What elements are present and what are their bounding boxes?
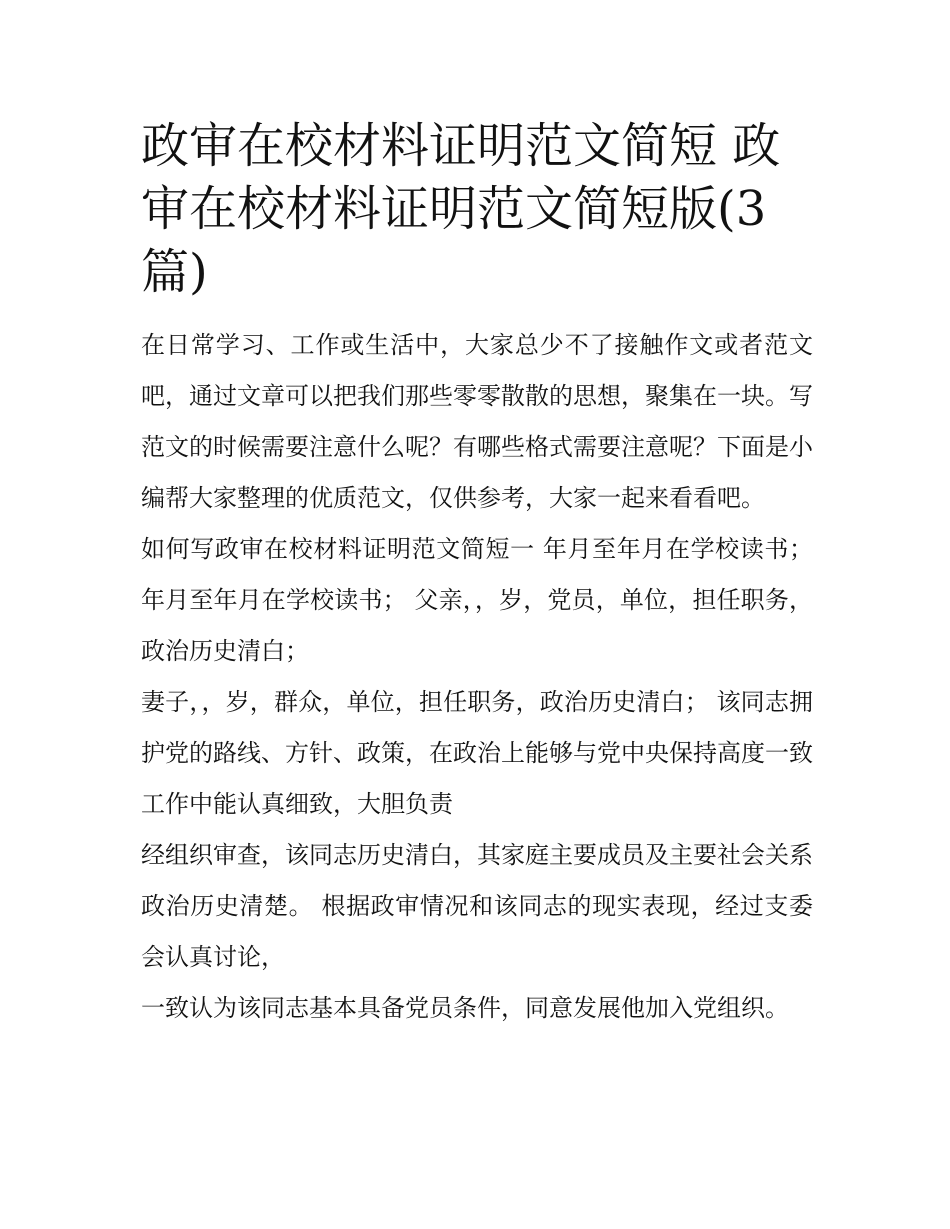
body-paragraph: 一致认为该同志基本具备党员条件，同意发展他加入党组织。 [141,994,789,1022]
document-page [141,115,813,1034]
document-title: 政审在校材料证明范文简短 政审在校材料证明范文简短版(3篇) [141,118,781,300]
body-paragraph: 经组织审查，该同志历史清白，其家庭主要成员及主要社会关系政治历史清楚。 根据政审情况和该同志的现实表现，经过支委会认真讨论， [141,841,813,971]
body-paragraph: 如何写政审在校材料证明范文简短一 年月至年月在学校读书； 年月至年月在学校读书； 父亲，，岁，党员，单位，担任职务，政治历史清白； [141,535,813,665]
body-paragraph: 妻子，，岁，群众，单位，担任职务，政治历史清白； 该同志拥护党的路线、方针、政策，在政治上能够与党中央保持高度一致 工作中能认真细致，大胆负责 [141,688,813,818]
intro-paragraph: 在日常学习、工作或生活中，大家总少不了接触作文或者范文吧，通过文章可以把我们那些零零散散的思想，聚集在一块。写范文的时候需要注意什么呢？有哪些格式需要注意呢？下面是小编帮大家整理的优质范文，仅供参考，大家一起来看看吧。 [141,331,813,512]
document-body [141,320,813,1034]
